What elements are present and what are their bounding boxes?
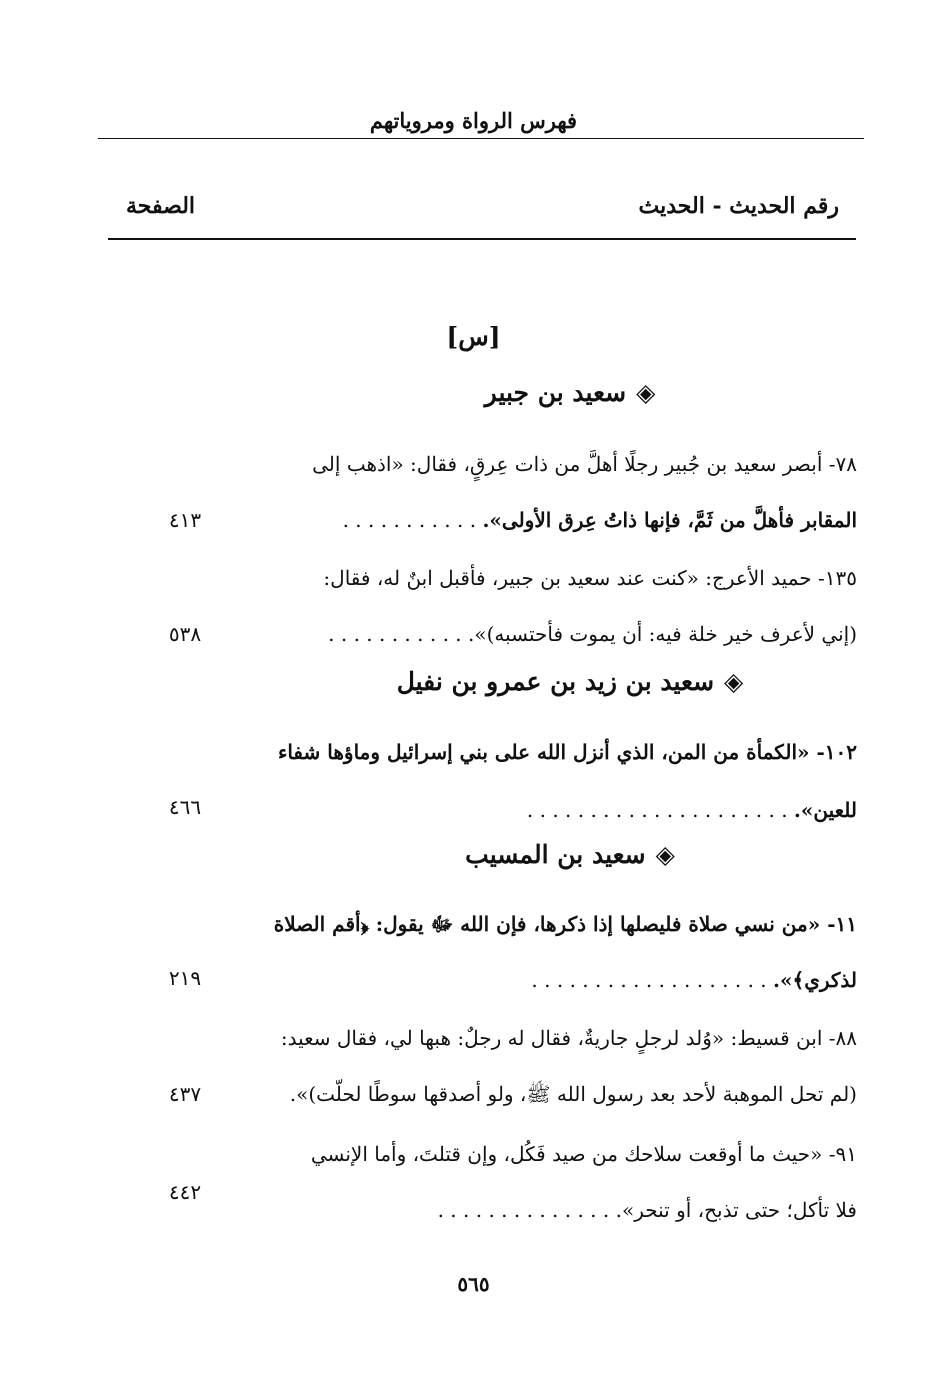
entry-line: لذكري﴾». . . . . . . . . . . . . . . . . . . . [531,968,857,992]
narrator-heading [280,667,860,696]
leader-dots: . . . . . . . . . . . [342,508,477,532]
diamond-icon: ◈ [655,840,675,869]
leader-dots: . . . . . . . . . . . . . . . . . . . . . [526,798,788,822]
entry-line: ٧٨- أبصر سعيد بن جُبير رجلًا أهلَّ من ذات عِرقٍ، فقال: «اذهب إلى [312,452,857,476]
narrator-heading [280,378,860,407]
entry-line: (إني لأعرف خير خلة فيه: أن يموت فأحتسبه)». . . . . . . . . . . . [328,622,857,646]
column-heading-hadith: رقم الحديث - الحديث [638,193,839,219]
running-title: فهرس الرواة ومروياتهم [369,108,578,133]
diamond-icon: ◈ [724,667,744,696]
page-ref: ٤١٣ [168,508,202,532]
entry-line: (لم تحل الموهبة لأحد بعد رسول الله ﷺ، ولو أصدقها سوطًا لحلّت)». [289,1082,857,1106]
entry-line: المقابر فأهلَّ من ثَمَّ، فإنها ذاتُ عِرق الأولى». . . . . . . . . . . . [342,508,857,532]
column-heading-rule [108,238,856,240]
entry-line: ١٠٢- «الكمأة من المن، الذي أنزل الله على بني إسرائيل وماؤها شفاء [277,740,857,764]
entry-line: فلا تأكل؛ حتى تذبح، أو تنحر». . . . . . . . . . . . . . . [437,1198,857,1222]
page-ref: ٤٣٧ [168,1082,202,1106]
narrator-name: سعيد بن جبير [484,378,627,407]
leader-dots: . . . . . . . . . . . [328,622,462,646]
page-number: ٥٦٥ [457,1272,490,1296]
leader-dots: . . . . . . . . . . . . . . . . . . . [531,968,767,992]
entry-line: للعين». . . . . . . . . . . . . . . . . . . . . . [526,798,857,822]
page-ref: ٢١٩ [168,966,202,990]
entry-line: ٩١- «حيث ما أوقعت سلاحك من صيد فَكُل، وإن قتلتَ، وأما الإنسي [310,1142,857,1166]
page-ref: ٤٤٢ [168,1180,202,1204]
page-ref: ٥٣٨ [168,622,202,646]
narrator-heading [280,840,860,869]
narrator-name: سعيد بن المسيب [465,840,646,869]
header-rule [98,138,864,139]
entry-line: ٨٨- ابن قسيط: «وُلد لرجلٍ جاريةٌ، فقال له رجلٌ: هبها لي، فقال سعيد: [280,1026,857,1050]
page-ref: ٤٦٦ [168,795,202,819]
entry-line: ١١- «من نسي صلاة فليصلها إذا ذكرها، فإن الله ﷻ يقول: ﴿أقم الصلاة [273,912,857,936]
diamond-icon: ◈ [636,378,656,407]
entry-line: ١٣٥- حميد الأعرج: «كنت عند سعيد بن جبير، فأقبل ابنٌ له، فقال: [323,566,857,590]
narrator-name: سعيد بن زيد بن عمرو بن نفيل [396,667,715,696]
leader-dots: . . . . . . . . . . . . . . [437,1198,610,1222]
column-heading-page: الصفحة [126,193,196,219]
section-letter: [س] [446,322,501,351]
